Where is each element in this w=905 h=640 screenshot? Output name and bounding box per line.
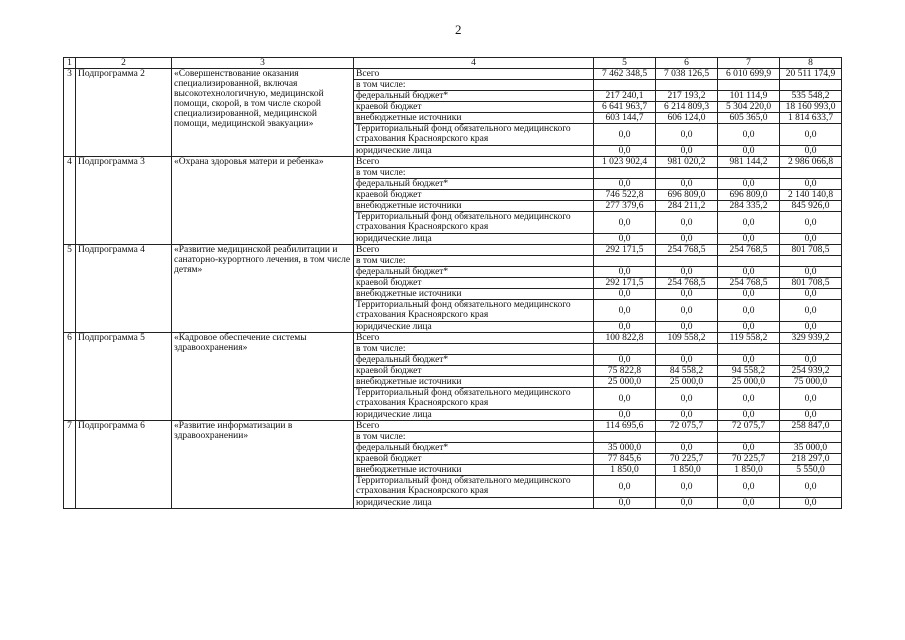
funding-source-label: в том числе:: [354, 168, 594, 179]
amount-cell: 0,0: [780, 146, 842, 157]
amount-cell: 0,0: [718, 234, 780, 245]
header-cell: 1: [64, 58, 76, 69]
amount-cell: 0,0: [718, 355, 780, 366]
page-number: 2: [455, 22, 462, 37]
amount-cell: 746 522,8: [594, 190, 656, 201]
program-index: 6: [64, 333, 76, 421]
amount-cell: 6 010 699,9: [718, 69, 780, 80]
funding-source-label: юридические лица: [354, 234, 594, 245]
amount-cell: 0,0: [594, 300, 656, 322]
funding-source-label: юридические лица: [354, 410, 594, 421]
amount-cell: 254 768,5: [718, 278, 780, 289]
amount-cell: 0,0: [594, 388, 656, 410]
amount-cell: 0,0: [780, 212, 842, 234]
amount-cell: 35 000,0: [780, 443, 842, 454]
amount-cell: 6 641 963,7: [594, 102, 656, 113]
amount-cell: 1 850,0: [594, 465, 656, 476]
amount-cell: 0,0: [656, 322, 718, 333]
funding-source-label: краевой бюджет: [354, 366, 594, 377]
funding-source-label: внебюджетные источники: [354, 201, 594, 212]
funding-source-label: Территориальный фонд обязательного медицинского страхования Красноярского края: [354, 212, 594, 234]
amount-cell: 258 847,0: [780, 421, 842, 432]
amount-cell: 0,0: [594, 498, 656, 509]
amount-cell: 2 140 140,8: [780, 190, 842, 201]
amount-cell: 0,0: [656, 388, 718, 410]
amount-cell: 101 114,9: [718, 91, 780, 102]
amount-cell: 100 822,8: [594, 333, 656, 344]
program-description: «Охрана здоровья матери и ребенка»: [172, 157, 354, 245]
amount-cell: 0,0: [718, 443, 780, 454]
funding-source-label: в том числе:: [354, 256, 594, 267]
amount-cell: 0,0: [656, 146, 718, 157]
amount-cell: 254 768,5: [656, 278, 718, 289]
header-cell: 6: [656, 58, 718, 69]
funding-source-label: федеральный бюджет*: [354, 179, 594, 190]
amount-cell: 0,0: [594, 322, 656, 333]
amount-cell: 0,0: [718, 289, 780, 300]
amount-cell: 801 708,5: [780, 278, 842, 289]
amount-cell: 0,0: [594, 124, 656, 146]
amount-cell: 0,0: [718, 212, 780, 234]
amount-cell: [780, 344, 842, 355]
amount-cell: [594, 80, 656, 91]
amount-cell: [656, 168, 718, 179]
amount-cell: 603 144,7: [594, 113, 656, 124]
amount-cell: 0,0: [780, 476, 842, 498]
funding-source-label: Всего: [354, 69, 594, 80]
funding-source-label: Всего: [354, 421, 594, 432]
amount-cell: 0,0: [656, 498, 718, 509]
amount-cell: 25 000,0: [656, 377, 718, 388]
amount-cell: 0,0: [780, 289, 842, 300]
amount-cell: 329 939,2: [780, 333, 842, 344]
table-row: [64, 69, 842, 80]
header-cell: 5: [594, 58, 656, 69]
amount-cell: 7 038 126,5: [656, 69, 718, 80]
program-description: «Совершенствование оказания специализированной, включая высокотехнологичную, медицинской помощи, скорой, в том числе скорой специализированной, медицинской помощи, медицинской эвакуации»: [172, 69, 354, 157]
amount-cell: 0,0: [656, 212, 718, 234]
amount-cell: 72 075,7: [718, 421, 780, 432]
table-row: [64, 245, 842, 256]
amount-cell: [780, 80, 842, 91]
amount-cell: 0,0: [718, 146, 780, 157]
amount-cell: [594, 432, 656, 443]
amount-cell: 0,0: [656, 476, 718, 498]
amount-cell: [656, 256, 718, 267]
amount-cell: 0,0: [594, 267, 656, 278]
amount-cell: 254 939,2: [780, 366, 842, 377]
amount-cell: 0,0: [780, 300, 842, 322]
funding-source-label: Всего: [354, 333, 594, 344]
amount-cell: [718, 432, 780, 443]
amount-cell: 114 695,6: [594, 421, 656, 432]
funding-source-label: федеральный бюджет*: [354, 267, 594, 278]
amount-cell: 75 822,8: [594, 366, 656, 377]
amount-cell: 70 225,7: [656, 454, 718, 465]
funding-source-label: внебюджетные источники: [354, 377, 594, 388]
amount-cell: 0,0: [780, 179, 842, 190]
amount-cell: 801 708,5: [780, 245, 842, 256]
amount-cell: 119 558,2: [718, 333, 780, 344]
amount-cell: 84 558,2: [656, 366, 718, 377]
funding-source-label: Всего: [354, 157, 594, 168]
amount-cell: 0,0: [594, 234, 656, 245]
amount-cell: 0,0: [718, 300, 780, 322]
column-number-row: [64, 58, 842, 69]
amount-cell: 606 124,0: [656, 113, 718, 124]
amount-cell: 292 171,5: [594, 278, 656, 289]
amount-cell: [656, 80, 718, 91]
amount-cell: 1 023 902,4: [594, 157, 656, 168]
amount-cell: 0,0: [656, 410, 718, 421]
amount-cell: 535 548,2: [780, 91, 842, 102]
amount-cell: 77 845,6: [594, 454, 656, 465]
program-name: Подпрограмма 2: [76, 69, 172, 157]
funding-source-label: юридические лица: [354, 146, 594, 157]
amount-cell: [780, 432, 842, 443]
program-name: Подпрограмма 3: [76, 157, 172, 245]
amount-cell: 7 462 348,5: [594, 69, 656, 80]
amount-cell: 0,0: [656, 234, 718, 245]
amount-cell: 75 000,0: [780, 377, 842, 388]
amount-cell: 6 214 809,3: [656, 102, 718, 113]
budget-table: [63, 57, 842, 509]
amount-cell: [656, 432, 718, 443]
amount-cell: 0,0: [594, 355, 656, 366]
program-name: Подпрограмма 6: [76, 421, 172, 509]
amount-cell: 0,0: [718, 476, 780, 498]
amount-cell: 0,0: [594, 146, 656, 157]
header-cell: 7: [718, 58, 780, 69]
funding-source-label: внебюджетные источники: [354, 113, 594, 124]
funding-source-label: в том числе:: [354, 344, 594, 355]
amount-cell: 217 240,1: [594, 91, 656, 102]
funding-source-label: федеральный бюджет*: [354, 355, 594, 366]
amount-cell: [718, 344, 780, 355]
amount-cell: 0,0: [718, 124, 780, 146]
program-index: 5: [64, 245, 76, 333]
amount-cell: 284 335,2: [718, 201, 780, 212]
program-description: «Кадровое обеспечение системы здравоохранения»: [172, 333, 354, 421]
funding-source-label: Территориальный фонд обязательного медицинского страхования Красноярского края: [354, 300, 594, 322]
program-index: 4: [64, 157, 76, 245]
amount-cell: [594, 344, 656, 355]
amount-cell: 94 558,2: [718, 366, 780, 377]
amount-cell: 5 550,0: [780, 465, 842, 476]
table-row: [64, 333, 842, 344]
amount-cell: 0,0: [594, 289, 656, 300]
funding-source-label: Территориальный фонд обязательного медицинского страхования Красноярского края: [354, 476, 594, 498]
funding-source-label: в том числе:: [354, 80, 594, 91]
amount-cell: 20 511 174,9: [780, 69, 842, 80]
amount-cell: 0,0: [656, 267, 718, 278]
amount-cell: 0,0: [594, 410, 656, 421]
amount-cell: 0,0: [594, 476, 656, 498]
amount-cell: 217 193,2: [656, 91, 718, 102]
amount-cell: 72 075,7: [656, 421, 718, 432]
funding-source-label: федеральный бюджет*: [354, 443, 594, 454]
amount-cell: 981 144,2: [718, 157, 780, 168]
amount-cell: [718, 256, 780, 267]
amount-cell: 70 225,7: [718, 454, 780, 465]
amount-cell: 0,0: [780, 124, 842, 146]
program-description: «Развитие информатизации в здравоохранении»: [172, 421, 354, 509]
amount-cell: 292 171,5: [594, 245, 656, 256]
amount-cell: 25 000,0: [594, 377, 656, 388]
amount-cell: 0,0: [656, 124, 718, 146]
header-cell: 3: [172, 58, 354, 69]
amount-cell: 284 211,2: [656, 201, 718, 212]
amount-cell: 18 160 993,0: [780, 102, 842, 113]
amount-cell: [594, 168, 656, 179]
funding-source-label: в том числе:: [354, 432, 594, 443]
program-name: Подпрограмма 5: [76, 333, 172, 421]
amount-cell: 0,0: [718, 179, 780, 190]
amount-cell: 696 809,0: [656, 190, 718, 201]
amount-cell: 2 986 066,8: [780, 157, 842, 168]
funding-source-label: федеральный бюджет*: [354, 91, 594, 102]
amount-cell: 0,0: [780, 498, 842, 509]
amount-cell: 0,0: [718, 267, 780, 278]
amount-cell: 218 297,0: [780, 454, 842, 465]
amount-cell: [594, 256, 656, 267]
amount-cell: 0,0: [594, 212, 656, 234]
amount-cell: 0,0: [780, 234, 842, 245]
amount-cell: 1 814 633,7: [780, 113, 842, 124]
funding-source-label: юридические лица: [354, 322, 594, 333]
funding-source-label: краевой бюджет: [354, 278, 594, 289]
amount-cell: 35 000,0: [594, 443, 656, 454]
funding-source-label: краевой бюджет: [354, 102, 594, 113]
amount-cell: 981 020,2: [656, 157, 718, 168]
amount-cell: 1 850,0: [656, 465, 718, 476]
amount-cell: 254 768,5: [718, 245, 780, 256]
amount-cell: 1 850,0: [718, 465, 780, 476]
amount-cell: 277 379,6: [594, 201, 656, 212]
table-row: [64, 421, 842, 432]
amount-cell: [780, 256, 842, 267]
amount-cell: 0,0: [780, 322, 842, 333]
amount-cell: 0,0: [780, 388, 842, 410]
amount-cell: [718, 80, 780, 91]
funding-source-label: внебюджетные источники: [354, 289, 594, 300]
table-row: [64, 157, 842, 168]
program-index: 3: [64, 69, 76, 157]
amount-cell: 25 000,0: [718, 377, 780, 388]
funding-source-label: Всего: [354, 245, 594, 256]
amount-cell: 0,0: [780, 410, 842, 421]
amount-cell: 845 926,0: [780, 201, 842, 212]
amount-cell: 0,0: [656, 300, 718, 322]
amount-cell: 0,0: [718, 410, 780, 421]
program-index: 7: [64, 421, 76, 509]
amount-cell: 0,0: [656, 289, 718, 300]
amount-cell: 5 304 220,0: [718, 102, 780, 113]
amount-cell: 0,0: [656, 443, 718, 454]
amount-cell: 0,0: [718, 388, 780, 410]
program-description: «Развитие медицинской реабилитации и санаторно-курортного лечения, в том числе детям»: [172, 245, 354, 333]
funding-source-label: Территориальный фонд обязательного медицинского страхования Красноярского края: [354, 388, 594, 410]
funding-source-label: юридические лица: [354, 498, 594, 509]
amount-cell: [780, 168, 842, 179]
amount-cell: 0,0: [718, 322, 780, 333]
amount-cell: 254 768,5: [656, 245, 718, 256]
funding-source-label: краевой бюджет: [354, 190, 594, 201]
header-cell: 2: [76, 58, 172, 69]
amount-cell: [718, 168, 780, 179]
amount-cell: 0,0: [656, 179, 718, 190]
amount-cell: 0,0: [656, 355, 718, 366]
header-cell: 8: [780, 58, 842, 69]
amount-cell: 109 558,2: [656, 333, 718, 344]
program-name: Подпрограмма 4: [76, 245, 172, 333]
funding-source-label: внебюджетные источники: [354, 465, 594, 476]
funding-source-label: краевой бюджет: [354, 454, 594, 465]
header-cell: 4: [354, 58, 594, 69]
funding-source-label: Территориальный фонд обязательного медицинского страхования Красноярского края: [354, 124, 594, 146]
amount-cell: 0,0: [594, 179, 656, 190]
amount-cell: [656, 344, 718, 355]
amount-cell: 0,0: [718, 498, 780, 509]
amount-cell: 0,0: [780, 267, 842, 278]
amount-cell: 0,0: [780, 355, 842, 366]
amount-cell: 605 365,0: [718, 113, 780, 124]
amount-cell: 696 809,0: [718, 190, 780, 201]
